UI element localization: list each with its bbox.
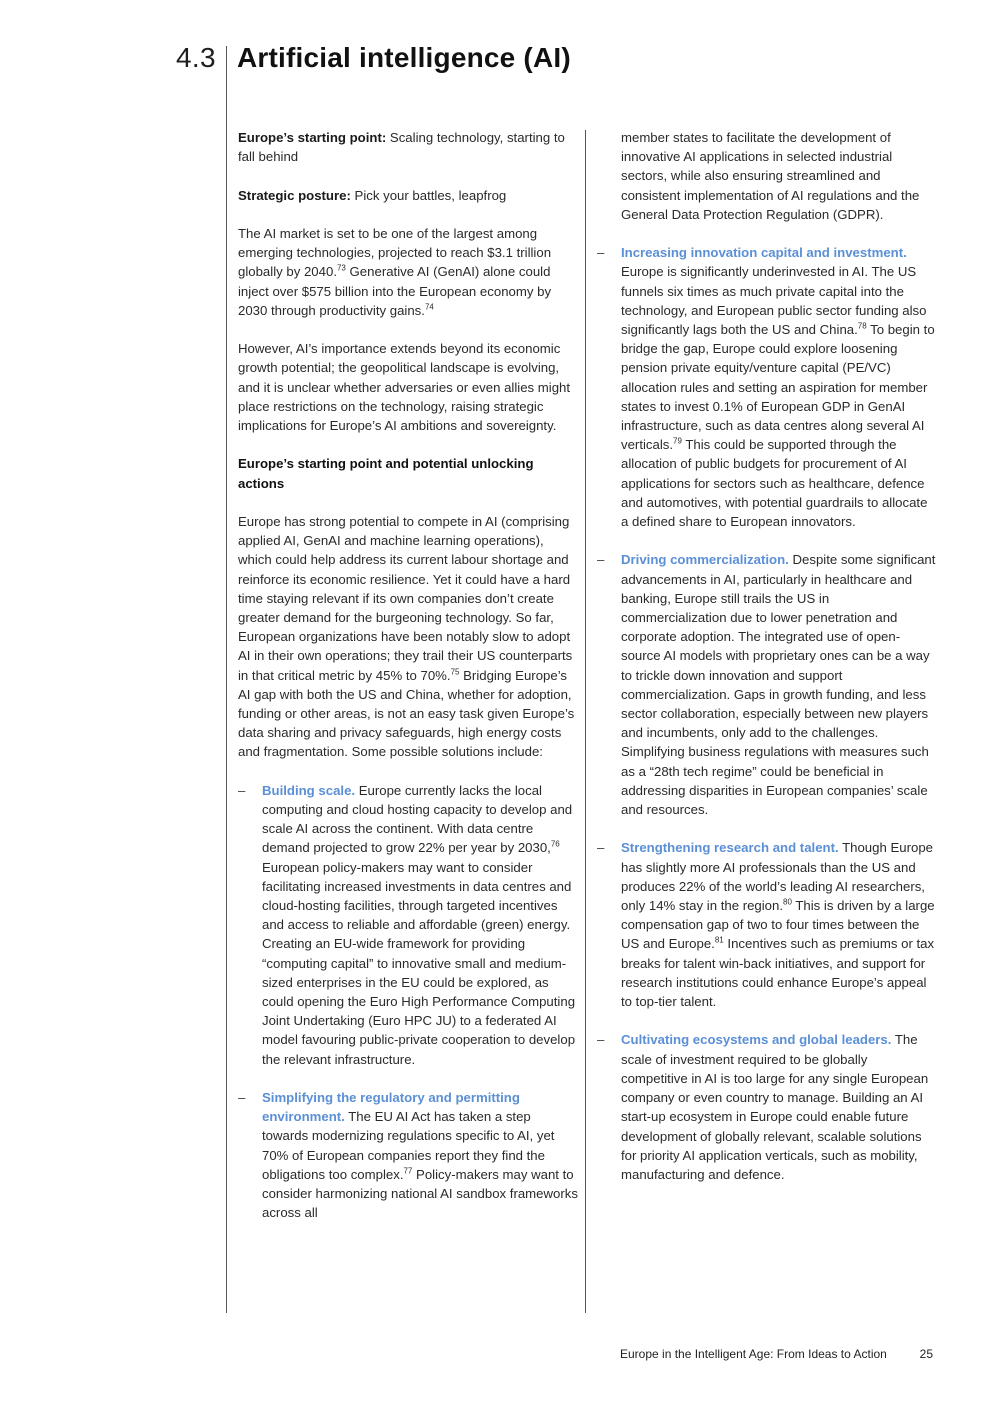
list-item-ecosystems [597, 1030, 937, 1184]
footnote-ref[interactable]: 79 [673, 436, 682, 446]
section-number: 4.3 [176, 42, 216, 73]
bullet-dash: – [597, 1032, 605, 1048]
footnote-ref[interactable]: 81 [714, 936, 724, 946]
footnote-ref[interactable]: 73 [336, 264, 346, 273]
bullet-text: The scale of investment required to be globally competitive in AI is too large for any single European company or even country to manage. Building an AI start-up ecosystem in Europe could enable future development of globally relevant, scalable solutions for priority AI application verticals, such as mobility, manufacturing and defence. [621, 1032, 929, 1182]
bullet-text: To begin to bridge the gap, Europe could explore loosening pension private equity/venture capital (PE/VC) allocation rules and setting an aspiration for member states to invest 0.1% of European GDP in GenAI infrastructure, such as data centres along several AI verticals. [621, 322, 935, 453]
bullet-lead: Cultivating ecosystems and global leaders. [621, 1032, 892, 1048]
bullet-text: Though Europe has slightly more AI professionals than the US and produces 22% of the world’s leading AI researchers, only 14% stay in the region. [621, 840, 933, 914]
list-item-commercialization [597, 550, 937, 819]
list-item-research-talent [597, 838, 937, 1011]
bullet-lead: Simplifying the regulatory and permitting environment. [262, 1090, 520, 1125]
paragraph-market [238, 224, 578, 320]
list-item-continuation [597, 128, 937, 224]
bullet-dash: – [597, 552, 605, 568]
bullet-text: European policy-makers may want to consider facilitating increased investments in data centres and cloud-hosting facilities, through targeted incentives and access to reliable and affordable (green) energy. Creating an EU-wide framework for providing “computing capital” to innovative small and medium-sized enterprises in the EU could be explored, as could opening the Euro High Performance Computing Joint Undertaking (Euro HPC JU) to a federated AI model favouring public-private cooperation to develop the relevant infrastructure. [262, 859, 576, 1067]
paragraph-text: Generative AI (GenAI) alone could inject over $575 billion into the European economy by 2030 through productivity gains. [238, 264, 552, 318]
bullet-lead: Driving commercialization. [621, 552, 789, 568]
right-column [597, 128, 937, 1203]
footnote-ref[interactable]: 74 [424, 302, 434, 312]
paragraph-text: Bridging Europe’s AI gap with both the US and China, whether for adoption, funding or other areas, is not an easy task given Europe’s data sharing and privacy safeguards, high energy costs and fragmentation. Some possible solutions include: [238, 667, 575, 760]
bullet-text: This is driven by a large compensation gap of two to four times between the US and Europe. [621, 898, 935, 952]
column-divider [585, 130, 586, 1313]
paragraph-text: The AI market is set to be one of the largest among emerging technologies, projected to reach $3.1 trillion globally by 2040. [238, 225, 552, 280]
bullet-lead: Increasing innovation capital and investment. [621, 245, 907, 261]
bullet-text: Incentives such as premiums or tax breaks for talent win-back initiatives, and support for research institutions could enhance Europe’s appeal to top-tier talent. [621, 936, 935, 1010]
continuation-text: member states to facilitate the development of innovative AI applications in selected industrial sectors, while also ensuring streamlined and consistent implementation of AI regulations and the General Data Protection Regulation (GDPR). [621, 130, 920, 222]
footnote-ref[interactable]: 78 [857, 321, 867, 331]
bullet-text: Despite some significant advancements in AI, particularly in healthcare and banking, Europe still trails the US in commercialization due to lower penetration and corporate adoption. The integrated use of open-source AI models with proprietary ones can be a way to trickle down innovation and support commercialization. Gaps in growth funding, and less sector collaboration, especially between new players and incumbents, only add to the challenges. Simplifying business regulations with measures such as a “28th tech regime” could be beneficial in addressing disparities in European companies’ scale and resources. [621, 552, 936, 818]
starting-point-label: Europe’s starting point: [238, 130, 387, 145]
left-column [238, 128, 578, 1242]
strategic-posture-label: Strategic posture: [238, 187, 351, 203]
bullet-lead: Strengthening research and talent. [621, 840, 839, 856]
starting-point [238, 128, 578, 166]
footer-report-title: Europe in the Intelligent Age: [620, 1347, 774, 1361]
bullet-dash: – [597, 245, 605, 261]
strategic-posture [238, 186, 578, 205]
paragraph-importance: However, AI’s importance extends beyond its economic growth potential; the geopolitical landscape is evolving, and it is unclear whether adversaries or even allies might place restrictions on the technology, raising strategic implications for Europe’s AI ambitions and sovereignty. [238, 341, 571, 433]
footnote-ref[interactable]: 77 [403, 1166, 413, 1176]
paragraph-potential [238, 512, 578, 762]
bullet-dash: – [238, 1090, 246, 1106]
bullet-dash: – [597, 840, 605, 856]
strategic-posture-text: Pick your battles, leapfrog [350, 187, 507, 203]
bullet-text: Europe is significantly underinvested in AI. The US funnels six times as much private capital into the technology, and European public sector funding also significantly lags both the US and China. [621, 264, 927, 338]
bullet-text: The EU AI Act has taken a step towards modernizing regulations specific to AI, yet 70% of European companies report they find the obligations too complex. [262, 1109, 555, 1182]
page-title: Artificial intelligence (AI) [237, 42, 571, 73]
bullet-lead: Building scale. [262, 782, 356, 798]
list-item-innovation-capital [597, 243, 937, 531]
starting-point-text: Scaling technology, starting to fall behind [238, 130, 565, 165]
footer-report-subtitle: From Ideas to Action [773, 1347, 887, 1361]
list-item-regulatory [238, 1088, 578, 1222]
subheading: Europe’s starting point and potential unlocking actions [238, 456, 534, 491]
footnote-ref[interactable]: 76 [550, 840, 560, 850]
page-footer [620, 1346, 933, 1362]
list-item-building-scale [238, 781, 578, 1069]
bullet-text: Europe currently lacks the local computing and cloud hosting capacity to develop and scale AI across the continent. With data centre demand projected to grow 22% per year by 2030, [262, 782, 573, 856]
footnote-ref[interactable]: 80 [783, 897, 792, 907]
bullet-text: This could be supported through the allocation of public budgets for procurement of AI applications for sectors such as healthcare, defence and automotives, with potential guardrails to allocate a defined share to European innovators. [621, 437, 928, 530]
page-number: 25 [919, 1347, 933, 1361]
footnote-ref[interactable]: 75 [450, 667, 460, 677]
section-divider [226, 46, 227, 1313]
paragraph-text: Europe has strong potential to compete in AI (comprising applied AI, GenAI and machine learning operations), which could help address its current labour shortage and reinforce its economic resilience. Yet it could have a hard time staying relevant if its own companies don’t create greater demand for the burgeoning technology. So far, European organizations have been notably slow to adopt AI in their own operations; they trail their US counterparts in that critical metric by 45% to 70%. [238, 513, 573, 683]
bullet-dash: – [238, 782, 246, 798]
bullet-text: Policy-makers may want to consider harmonizing national AI sandbox frameworks across all [262, 1166, 578, 1221]
